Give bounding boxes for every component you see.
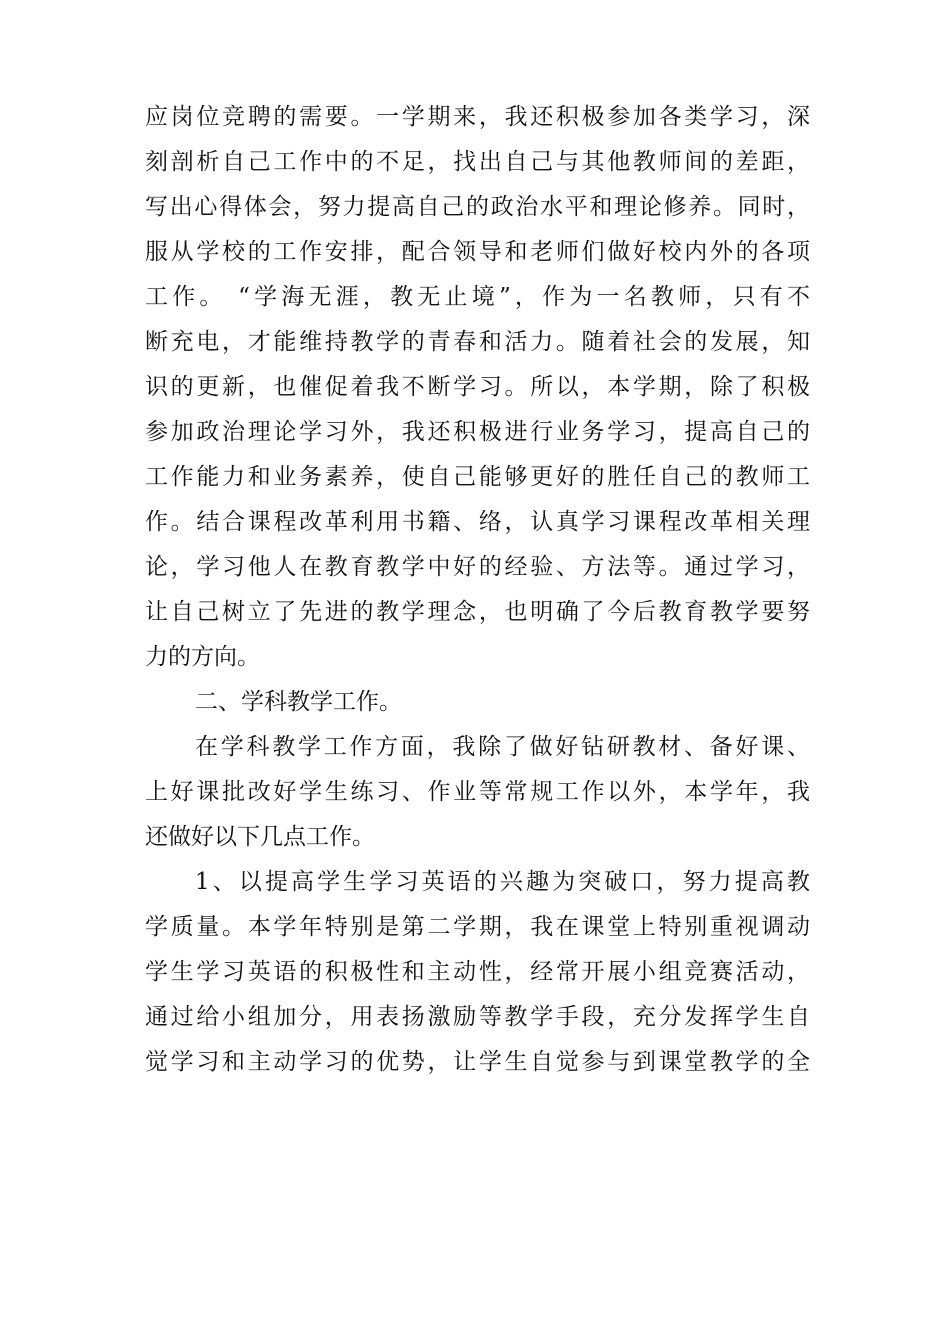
- text-line: 服从学校的工作安排，配合领导和老师们做好校内外的各项: [145, 239, 810, 265]
- text-line: 写出心得体会，努力提高自己的政治水平和理论修养。同时，: [145, 194, 810, 220]
- text-line: 觉学习和主动学习的优势，让学生自觉参与到课堂教学的全: [145, 1049, 810, 1075]
- text-line: 刻剖析自己工作中的不足，找出自己与其他教师间的差距，: [145, 149, 810, 175]
- document-body: [145, 95, 810, 1085]
- text-line: 识的更新，也催促着我不断学习。所以，本学期，除了积极: [145, 374, 810, 400]
- text-line: 还做好以下几点工作。: [145, 824, 375, 850]
- text-line: 工作能力和业务素养，使自己能够更好的胜任自己的教师工: [145, 464, 810, 490]
- paragraph-first-line: 在学科教学工作方面，我除了做好钻研教材、备好课、: [195, 734, 810, 760]
- text-line: 学生学习英语的积极性和主动性，经常开展小组竞赛活动，: [145, 959, 810, 985]
- text-line: 参加政治理论学习外，我还积极进行业务学习，提高自己的: [145, 419, 810, 445]
- text-line: 让自己树立了先进的教学理念，也明确了今后教育教学要努: [145, 599, 810, 625]
- text-line: 通过给小组加分，用表扬激励等教学手段，充分发挥学生自: [145, 1004, 810, 1030]
- paragraph-first-line: 1、以提高学生学习英语的兴趣为突破口，努力提高教: [195, 869, 810, 895]
- text-line: 应岗位竞聘的需要。一学期来，我还积极参加各类学习，深: [145, 104, 810, 130]
- text-line: 力的方向。: [145, 644, 260, 670]
- text-line: 断充电，才能维持教学的青春和活力。随着社会的发展，知: [145, 329, 810, 355]
- text-line: 论，学习他人在教育教学中好的经验、方法等。通过学习，: [145, 554, 810, 580]
- text-line: 作。结合课程改革利用书籍、络，认真学习课程改革相关理: [145, 509, 810, 535]
- text-line: 上好课批改好学生练习、作业等常规工作以外，本学年，我: [145, 779, 810, 805]
- paragraph-first-line: 二、学科教学工作。: [195, 689, 402, 715]
- text-line: 学质量。本学年特别是第二学期，我在课堂上特别重视调动: [145, 914, 810, 940]
- text-line: 工作。 “学海无涯，教无止境”，作为一名教师，只有不: [145, 284, 810, 310]
